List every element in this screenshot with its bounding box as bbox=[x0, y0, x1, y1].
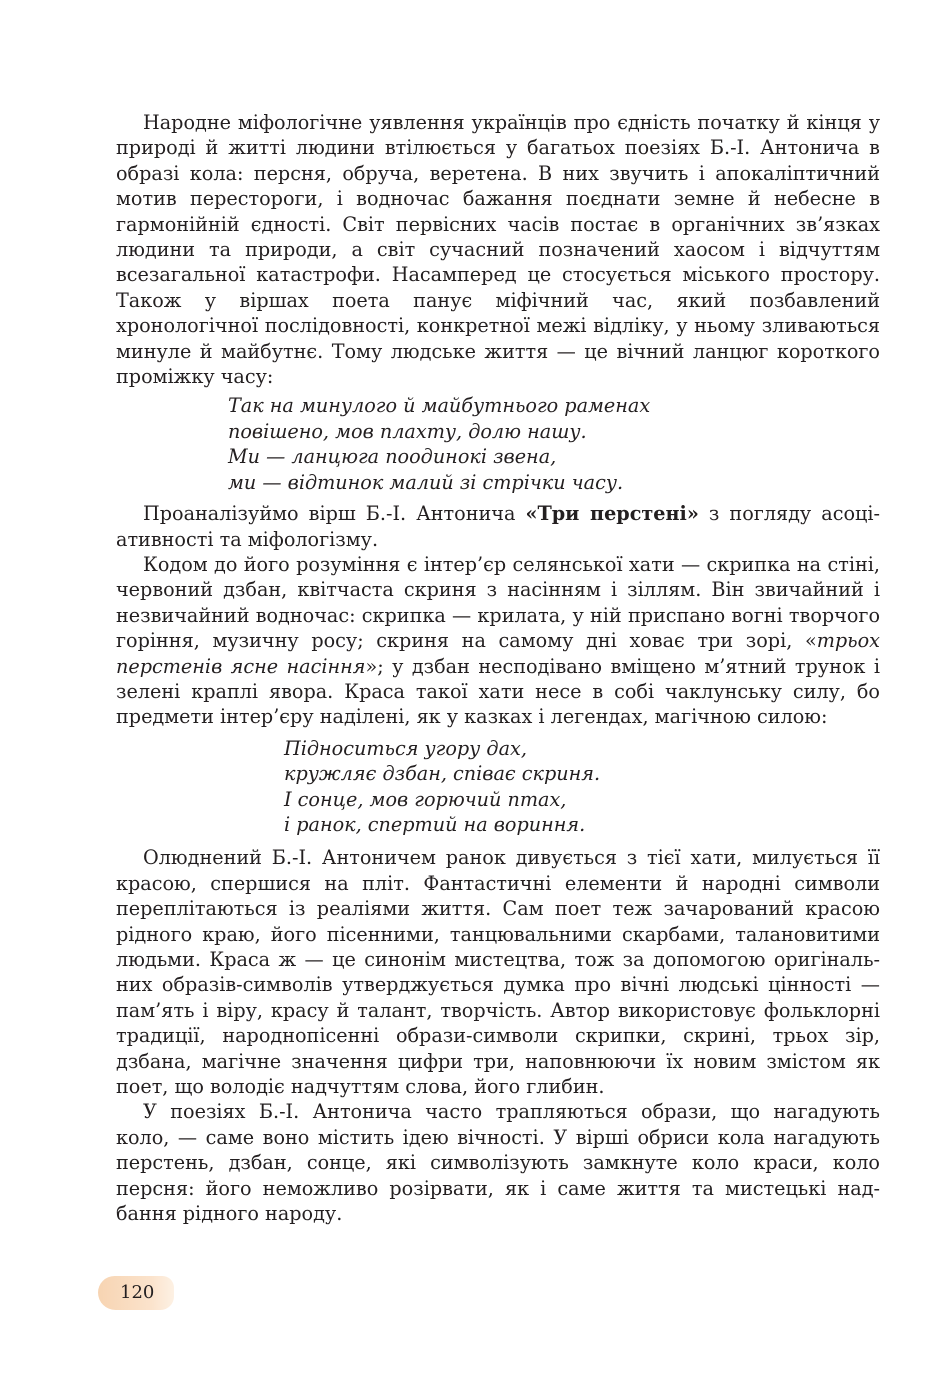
text-segment: Кодом до його розуміння є інтер’єр селянської хати — скрипка на стіні, червоний дзбан, квітчаста скриня з насінням і зіллям. Він звичайний і незвичайний водночас: скрипка — крилата, у ній приспано вогні творчого горіння, музичну росу; скриня на самому дні ховає три зорі, « bbox=[116, 552, 880, 653]
paragraph-interior-code bbox=[116, 552, 880, 730]
paragraph-analysis-intro bbox=[116, 501, 880, 552]
page-content bbox=[116, 110, 880, 1226]
inline-quote: трьох перстенів ясне насіння bbox=[116, 629, 880, 678]
text-segment: з погляду асоціативності та міфологізму. bbox=[116, 502, 880, 551]
paragraph-circle-eternity: У поезіях Б.-І. Антонича часто трапляються образи, що нагадують коло, — саме воно містить ідею вічності. У вірші обриси кола нагадують перстень, дзбан, сонце, які символізують замкнуте коло краси, коло персня: його неможливо розірвати, як і саме життя та мистецькі надбання рідного народу. bbox=[116, 1100, 880, 1226]
poem-line: І сонце, мов горючий птах, bbox=[284, 787, 567, 811]
poem-line: ми — відтинок малий зі стрічки часу. bbox=[228, 470, 624, 494]
poem-line: Ми — ланцюга поодинокі звена, bbox=[228, 445, 557, 469]
page-number: 120 bbox=[120, 1282, 155, 1303]
poem-quote-time bbox=[116, 393, 880, 495]
page-number-badge bbox=[98, 1276, 174, 1310]
poem-title: «Три перстені» bbox=[525, 502, 699, 526]
poem-line: повішено, мов плахту, долю нашу. bbox=[228, 419, 587, 443]
paragraph-mythological-view: Народне міфологічне уявлення українців про єдність початку й кінця у природі й житті людини втілюється у багатьох поезіях Б.-І. Антонича в образі кола: персня, обруча, веретена. В них звучить і апокаліптичний мотив перестороги, і водночас бажання поєднати земне й небесне в гармонійній єдності. Світ первісних часів постає в органічних зв’язках людини та природи, а світ сучасний позначений хаосом і відчуттям всезагальної катастрофи. Насамперед це стосується міського простору. Також у віршах поета панує міфічний час, який позбавлений хронологічної послідовності, конкретної межі відліку, у ньому зливаються минуле й майбутнє. Тому людське життя — це вічний ланцюг короткого проміжку часу: bbox=[116, 111, 880, 389]
poem-line: і ранок, спертий на вориння. bbox=[284, 812, 586, 836]
paragraph-humanized-morning: Олюднений Б.-І. Антоничем ранок дивується з тієї хати, милується її красою, спершися на пліт. Фантастичні елементи й народні символи переплітаються із реаліями життя. Сам поет теж зачарований красою рідного краю, його пісенними, танцювальними скарбами, талановитими людьми. Краса ж — це синонім мистецтва, тож за допомогою оригінальних образів-символів утверджується думка про вічні людські цінності — пам’ять і віру, красу й талант, творчість. Автор використовує фольклорні традиції, народнопісенні образи-символи скрипки, скрині, трьох зір, дзбана, магічне значення цифри три, наповнюючи їх новим змістом як поет, що володіє надчуттям слова, його глибин. bbox=[116, 846, 880, 1099]
poem-line: Підноситься угору дах, bbox=[284, 736, 527, 760]
poem-line: Так на минулого й майбутнього раменах bbox=[228, 394, 651, 418]
text-segment: »; у дзбан несподівано вміщено м’ятний трунок і зелені краплі явора. Краса такої хати несе в собі чаклунську силу, бо предмети інтер’єру наділені, як у казках і легендах, магічною силою: bbox=[116, 654, 880, 729]
text-segment: Проаналізуймо вірш Б.-І. Антонича bbox=[143, 502, 526, 526]
poem-line: кружляє дзбан, співає скриня. bbox=[284, 762, 601, 786]
poem-quote-house bbox=[116, 736, 880, 838]
